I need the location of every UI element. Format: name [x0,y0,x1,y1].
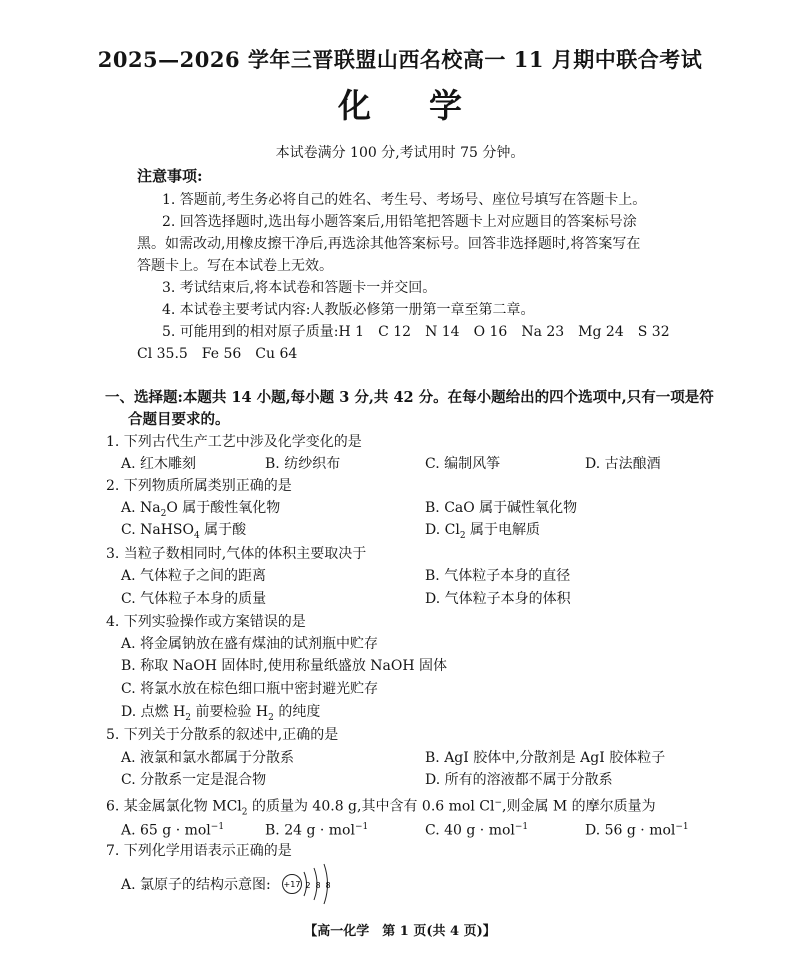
option-a: A. 液氯和氯水都属于分散系 [121,750,295,766]
note-line: 答题卡上。写在本试卷上无效。 [137,258,333,274]
exam-title: 2025—2026 学年三晋联盟山西名校高一 11 月期中联合考试 [97,47,703,72]
option-b: B. 24 g · mol$^{-1}$ [265,822,369,839]
option-b: B. CaO 属于碱性氧化物 [425,500,578,516]
option-c: C. 40 g · mol$^{-1}$ [425,822,529,839]
option-b: B. AgI 胶体中,分散剂是 AgI 胶体粒子 [425,750,666,766]
question-stem: 2. 下列物质所属类别正确的是 [106,478,292,494]
atom-structure-diagram [278,862,338,906]
note-line: 2. 回答选择题时,选出每小题答案后,用铅笔把答题卡上对应题目的答案标号涂 [162,214,637,230]
note-line: 3. 考试结束后,将本试卷和答题卡一并交回。 [162,280,437,296]
option-d: D. 所有的溶液都不属于分散系 [425,772,613,788]
note-line: 黑。如需改动,用橡皮擦干净后,再选涂其他答案标号。回答非选择题时,将答案写在 [137,236,641,252]
notes-heading: 注意事项: [137,167,203,185]
section-heading: 一、选择题:本题共 14 小题,每小题 3 分,共 42 分。在每小题给出的四个选项中,只有一项是符 [105,389,714,406]
option-a: A. 将金属钠放在盛有煤油的试剂瓶中贮存 [121,636,379,652]
option-d: D. 56 g · mol$^{-1}$ [585,822,689,839]
option-b: B. 纺纱织布 [265,456,341,472]
option-a: A. 气体粒子之间的距离 [121,568,267,584]
option-d: D. 点燃 $H_2$ 前要检验 $H_2$ 的纯度 [121,704,321,723]
question-stem: 7. 下列化学用语表示正确的是 [106,843,292,859]
question-stem: 3. 当粒子数相同时,气体的体积主要取决于 [106,546,367,562]
question-stem: 5. 下列关于分散系的叙述中,正确的是 [106,727,339,743]
note-line: 4. 本试卷主要考试内容:人教版必修第一册第一章至第二章。 [162,302,535,318]
option-a: A. 红木雕刻 [121,456,197,472]
option-b: B. 气体粒子本身的直径 [425,568,571,584]
nucleus-charge: +17 [283,880,301,889]
option-c: C. 编制风筝 [425,456,501,472]
option-b: B. 称取 NaOH 固体时,使用称量纸盛放 NaOH 固体 [121,658,448,674]
option-c: C. 分散系一定是混合物 [121,772,267,788]
option-d: D. 气体粒子本身的体积 [425,591,571,607]
exam-info: 本试卷满分 100 分,考试用时 75 分钟。 [275,145,525,161]
question-stem: 1. 下列古代生产工艺中涉及化学变化的是 [106,434,362,450]
option-a: A. 氯原子的结构示意图: [121,877,271,893]
option-a: A. $Na_2O$ 属于酸性氧化物 [121,500,281,519]
shell-electrons: 2 [305,881,311,890]
option-a: A. 65 g · mol$^{-1}$ [121,822,225,839]
option-c: C. 将氯水放在棕色细口瓶中密封避光贮存 [121,681,379,697]
option-c: C. 气体粒子本身的质量 [121,591,267,607]
subject-title: 化学 [338,86,520,125]
option-d: D. 古法酿酒 [585,456,661,472]
page-footer: 【高一化学 第 1 页(共 4 页)】 [304,924,496,939]
shell-electrons: 8 [325,881,331,890]
note-line: 5. 可能用到的相对原子质量:H 1 C 12 N 14 O 16 Na 23 Mg 24 S 32 [162,324,670,340]
question-stem: 6. 某金属氯化物 MCl$_2$ 的质量为 40.8 g,其中含有 0.6 mol Cl−,则金属 M 的摩尔质量为 [106,798,656,818]
note-line: Cl 35.5 Fe 56 Cu 64 [137,346,298,362]
option-c: C. NaHSO$_4$ 属于酸 [121,522,247,541]
section-heading: 合题目要求的。 [128,411,230,428]
question-stem: 4. 下列实验操作或方案错误的是 [106,614,306,630]
note-line: 1. 答题前,考生务必将自己的姓名、考生号、考场号、座位号填写在答题卡上。 [162,192,647,208]
shell-electrons: 8 [315,881,321,890]
option-d: D. $Cl_2$ 属于电解质 [425,522,541,541]
